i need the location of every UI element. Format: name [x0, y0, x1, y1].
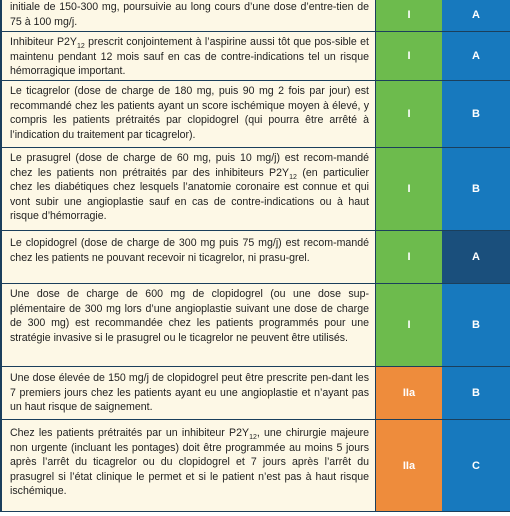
- class-cell: IIa: [375, 420, 442, 511]
- table-row: [0, 419, 510, 511]
- level-cell: C: [442, 420, 510, 511]
- recommendation-text: Le ticagrelor (dose de charge de 180 mg, puis 90 mg 2 fois par jour) est recommandé chez les patients ayant un score ischémique moyen à élevé, y compris les patients prétraités par clopidogrel (qui pourra être arrêté à l’indication du traitement par ticagrelor).: [0, 81, 375, 147]
- class-cell: I: [375, 81, 442, 147]
- level-cell: A: [442, 231, 510, 283]
- table-row: [0, 366, 510, 419]
- table-row: [0, 31, 510, 80]
- recommendation-text: Le prasugrel (dose de charge de 60 mg, puis 10 mg/j) est recom-mandé chez les patients non prétraités par des inhibiteurs $P2Y_{12}$ (en particulier chez les diabétiques chez lesquels l’anatomie coronaire est connue et qui vont subir une angioplastie sauf en cas de contre-indications ou à haut risque d’hémorragie.: [0, 148, 375, 230]
- level-cell: B: [442, 284, 510, 366]
- level-cell: A: [442, 32, 510, 80]
- level-cell: B: [442, 367, 510, 419]
- class-cell: IIa: [375, 367, 442, 419]
- table-row: [0, 147, 510, 230]
- level-cell: B: [442, 81, 510, 147]
- level-cell: A: [442, 0, 510, 31]
- table-row: [0, 230, 510, 283]
- recommendation-text: Le clopidogrel (dose de charge de 300 mg puis 75 mg/j) est recom-mandé chez les patients ne pouvant recevoir ni ticagrelor, ni prasu-grel.: [0, 231, 375, 283]
- class-cell: I: [375, 148, 442, 230]
- class-cell: I: [375, 0, 442, 31]
- table-row: [0, 80, 510, 147]
- recommendation-text: Inhibiteur $P2Y_{12}$ prescrit conjointement à l’aspirine aussi tôt que pos-sible et maintenu pendant 12 mois sauf en cas de contre-indications tel un risque hémorragique important.: [0, 32, 375, 80]
- class-cell: I: [375, 32, 442, 80]
- recommendation-text: Chez les patients prétraités par un inhibiteur $P2Y_{12}$, une chirurgie majeure non urgente (incluant les pontages) doit être programmée au moins 5 jours après l’arrêt du ticagrelor ou du clopidogrel et 7 jours après l’arrêt du prasugrel si l’état clinique le permet et si le patient n’est pas à haut risque ischémique.: [0, 420, 375, 511]
- class-cell: I: [375, 284, 442, 366]
- recommendation-text: Une dose de charge de 600 mg de clopidogrel (ou une dose sup-plémentaire de 300 mg lors d’une angioplastie suivant une dose de charge de 300 mg) est recommandée chez les patients programmés pour une stratégie invasive si le prasugrel ou le ticagrelor ne peuvent être utilisés.: [0, 284, 375, 366]
- class-cell: I: [375, 231, 442, 283]
- table-row: [0, 283, 510, 366]
- level-cell: B: [442, 148, 510, 230]
- recommendation-text: Une dose élevée de 150 mg/j de clopidogrel peut être prescrite pen-dant les 7 premiers jours chez les patients ayant eu une angioplastie et n’ayant pas un haut risque de saignement.: [0, 367, 375, 419]
- table-row: [0, 0, 510, 31]
- table-bottom-border: [0, 511, 510, 512]
- recommendation-text: initiale de 150-300 mg, poursuivie au long cours d’une dose d’entre-tien de 75 à 100 mg/j.: [0, 0, 375, 31]
